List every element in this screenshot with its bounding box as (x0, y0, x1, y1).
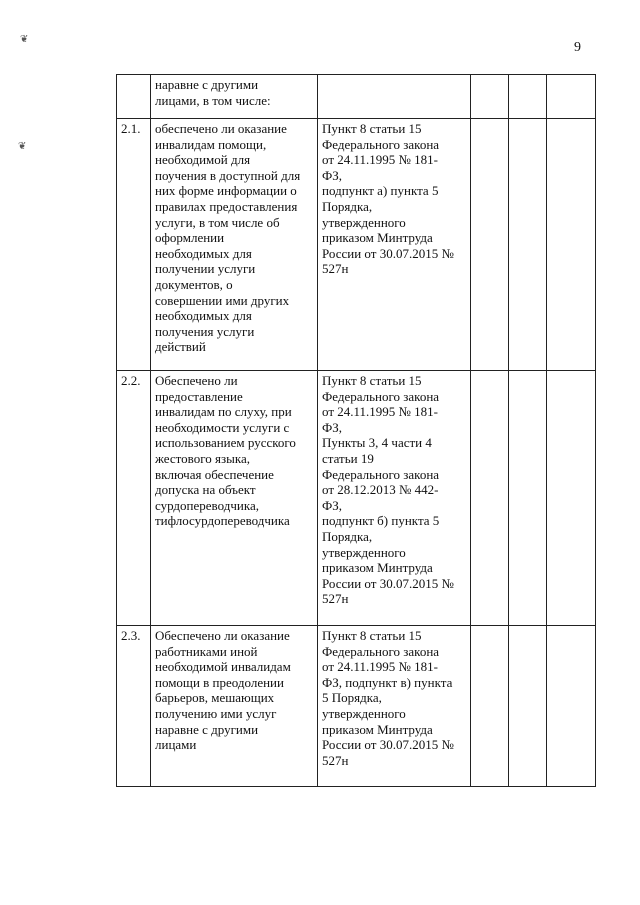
question-text: получении услуги (155, 261, 256, 277)
answer-cell (471, 75, 509, 119)
question-text: сурдопереводчика, (155, 497, 259, 513)
question-text: них форме информации о (155, 183, 297, 199)
legal-reference-text: Федерального закона (322, 388, 440, 404)
legal-reference-text: Пункт 8 статьи 15 (322, 121, 422, 136)
table-row (117, 626, 596, 787)
legal-reference-text: Порядка, (322, 198, 373, 214)
legal-reference-text: Порядка, (322, 528, 373, 544)
legal-reference-text: приказом Минтруда (322, 230, 433, 246)
legal-reference-text: ФЗ, (322, 167, 343, 183)
item-number: 2.2. (117, 371, 151, 626)
question-text: предоставление (155, 388, 243, 404)
question-cell (151, 626, 318, 787)
answer-cell (471, 119, 509, 371)
legal-reference-cell (318, 119, 471, 371)
legal-reference-text: Федерального закона (322, 643, 440, 659)
legal-reference-cell (318, 626, 471, 787)
legal-reference-text: от 24.11.1995 № 181- (322, 404, 439, 420)
legal-reference-text: ФЗ, подпункт в) пункта (322, 674, 453, 690)
page-number: 9 (574, 40, 581, 55)
answer-cell (471, 626, 509, 787)
legal-reference-text: 527н (322, 591, 349, 607)
question-text: барьеров, мешающих (155, 690, 275, 706)
legal-reference-text: 527н (322, 261, 349, 277)
legal-reference-text: Пункты 3, 4 части 4 (322, 435, 432, 451)
question-text: правилах предоставления (155, 198, 298, 214)
answer-cell (547, 626, 596, 787)
question-text: поучения в доступной для (155, 167, 301, 183)
legal-reference-text: ФЗ, (322, 497, 343, 513)
question-text: обеспечено ли оказание (155, 121, 287, 136)
question-text: документов, о (155, 276, 233, 292)
item-number: 2.3. (117, 626, 151, 787)
legal-reference-text: 5 Порядка, (322, 690, 382, 706)
question-text: наравне с другими (155, 77, 259, 92)
question-cell (151, 75, 318, 119)
question-text: допуска на объект (155, 482, 256, 498)
legal-reference-text: подпункт б) пункта 5 (322, 513, 440, 529)
question-cell (151, 119, 318, 371)
question-text: необходимых для (155, 308, 252, 324)
answer-cell (471, 371, 509, 626)
legal-reference-text: ФЗ, (322, 419, 343, 435)
question-text: включая обеспечение (155, 466, 274, 482)
question-text: получения услуги (155, 323, 255, 339)
question-text: лицами (155, 737, 197, 753)
question-text: инвалидам по слуху, при (155, 404, 292, 420)
answer-cell (509, 371, 547, 626)
question-text: работниками иной (155, 643, 258, 659)
legal-reference-text: России от 30.07.2015 № (322, 575, 454, 591)
question-text: услуги, в том числе об (155, 214, 280, 230)
question-text: необходимых для (155, 245, 252, 261)
question-text: лицами, в том числе: (155, 92, 271, 108)
table-row (117, 119, 596, 371)
answer-cell (509, 119, 547, 371)
question-text: действий (155, 339, 206, 355)
legal-reference-cell (318, 371, 471, 626)
question-text: совершении ими других (155, 292, 290, 308)
legal-reference-text: Федерального закона (322, 466, 440, 482)
checklist-table (116, 74, 596, 787)
scan-mark: ❦ (18, 141, 27, 152)
legal-reference-text: утвержденного (322, 214, 406, 230)
question-text: Обеспечено ли (155, 373, 238, 388)
question-cell (151, 371, 318, 626)
legal-reference-text: приказом Минтруда (322, 721, 433, 737)
legal-reference-text: статьи 19 (322, 450, 374, 466)
answer-cell (509, 626, 547, 787)
question-text: наравне с другими (155, 721, 259, 737)
legal-reference-cell (318, 75, 471, 119)
item-number: 2.1. (117, 119, 151, 371)
question-text: помощи в преодолении (155, 674, 284, 690)
scan-mark: ❦ (20, 34, 29, 45)
question-text: Обеспечено ли оказание (155, 628, 290, 643)
answer-cell (547, 119, 596, 371)
legal-reference-text: Пункт 8 статьи 15 (322, 628, 422, 643)
legal-reference-text: утвержденного (322, 705, 406, 721)
question-text: необходимости услуги с (155, 419, 290, 435)
question-text: необходимой инвалидам (155, 659, 291, 675)
legal-reference-text: 527н (322, 752, 349, 768)
table-row (117, 371, 596, 626)
legal-reference-text: Федерального закона (322, 136, 440, 152)
table-row (117, 75, 596, 119)
legal-reference-text: подпункт а) пункта 5 (322, 183, 439, 199)
legal-reference-text: России от 30.07.2015 № (322, 245, 454, 261)
item-number (117, 75, 151, 119)
answer-cell (547, 371, 596, 626)
legal-reference-text: Пункт 8 статьи 15 (322, 373, 422, 388)
question-text: инвалидам помощи, (155, 136, 267, 152)
answer-cell (547, 75, 596, 119)
legal-reference-text: от 28.12.2013 № 442- (322, 482, 439, 498)
question-text: жестового языка, (155, 450, 250, 466)
legal-reference-text: утвержденного (322, 544, 406, 560)
legal-reference-text: от 24.11.1995 № 181- (322, 659, 439, 675)
legal-reference-text: приказом Минтруда (322, 560, 433, 576)
question-text: использованием русского (155, 435, 296, 451)
question-text: оформлении (155, 230, 225, 246)
question-text: получению ими услуг (155, 705, 277, 721)
legal-reference-text: от 24.11.1995 № 181- (322, 152, 439, 168)
answer-cell (509, 75, 547, 119)
question-text: тифлосурдопереводчика (155, 513, 290, 529)
question-text: необходимой для (155, 152, 251, 168)
legal-reference-text: России от 30.07.2015 № (322, 737, 454, 753)
